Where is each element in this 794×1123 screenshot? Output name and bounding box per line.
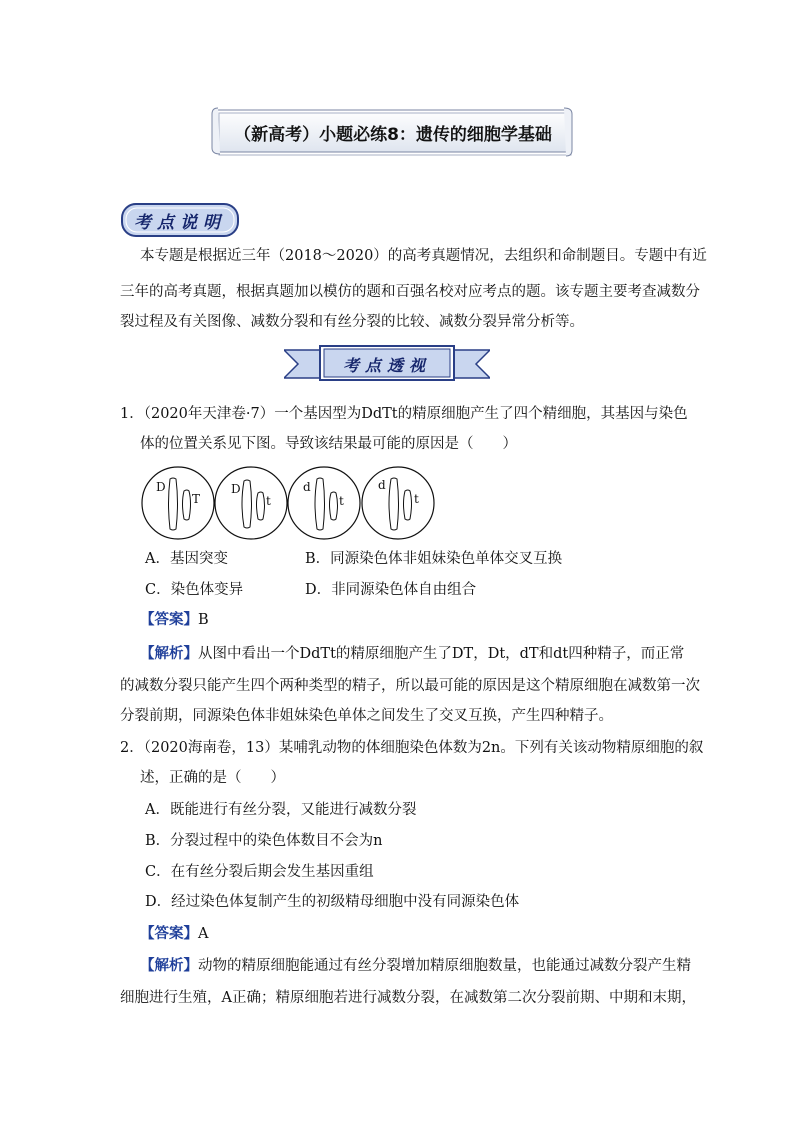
q1-option-d: D．非同源染色体自由组合 bbox=[305, 582, 477, 598]
q1-analysis-line-3: 分裂前期，同源染色体非姐妹染色单体之间发生了交叉互换，产生四种精子。 bbox=[120, 708, 613, 724]
q1-cell-diagram bbox=[140, 463, 460, 543]
q2-option-a: A．既能进行有丝分裂，又能进行减数分裂 bbox=[145, 802, 417, 818]
cell-3-right-gene: t bbox=[339, 494, 344, 508]
page-title: （新高考）小题必练8：遗传的细胞学基础 bbox=[234, 124, 552, 145]
q2-stem-line-2: 述，正确的是（ ） bbox=[140, 770, 285, 786]
q1-stem-line-2: 体的位置关系见下图。导致该结果最可能的原因是（ ） bbox=[140, 436, 517, 452]
q2-analysis-line-1 bbox=[140, 956, 691, 976]
cell-4-right-gene: t bbox=[414, 492, 419, 506]
chromosome-cells-figure bbox=[140, 463, 460, 543]
section-badge-label: 考点说明 bbox=[134, 212, 226, 233]
cell-1-right-gene: T bbox=[192, 492, 201, 506]
q2-analysis-line-2: 细胞进行生殖，A正确；精原细胞若进行减数分裂，在减数第二次分裂前期、中期和末期， bbox=[120, 990, 696, 1006]
section-ribbon bbox=[284, 344, 490, 384]
q1-analysis-line-2: 的减数分裂只能产生四个两种类型的精子，所以最可能的原因是这个精原细胞在减数第一次 bbox=[120, 678, 700, 694]
q1-answer-label: 【答案】 bbox=[140, 611, 198, 628]
q2-option-c: C．在有丝分裂后期会发生基因重组 bbox=[145, 864, 374, 880]
q1-analysis-text-1: 从图中看出一个DdTt的精原细胞产生了DT，Dt，dT和dt四种精子，而正常 bbox=[198, 646, 685, 662]
cell-3-left-gene: d bbox=[303, 480, 311, 494]
q2-answer-label: 【答案】 bbox=[140, 925, 198, 942]
intro-line-1: 本专题是根据近三年（2018～2020）的高考真题情况，去组织和命制题目。专题中有近 bbox=[140, 248, 707, 264]
q1-answer bbox=[140, 610, 209, 630]
q2-analysis-label: 【解析】 bbox=[140, 957, 198, 974]
section-badge bbox=[120, 202, 240, 238]
cell-2 bbox=[215, 467, 287, 539]
q1-option-c: C．染色体变异 bbox=[145, 582, 244, 598]
q1-option-a: A．基因突变 bbox=[145, 551, 228, 567]
cell-2-right-gene: t bbox=[266, 494, 271, 508]
cell-2-left-gene: D bbox=[231, 482, 241, 496]
intro-line-3: 裂过程及有关图像、减数分裂和有丝分裂的比较、减数分裂异常分析等。 bbox=[120, 314, 584, 330]
cell-1-left-gene: D bbox=[156, 480, 166, 494]
cell-1 bbox=[142, 467, 214, 539]
cell-4-left-gene: d bbox=[378, 478, 386, 492]
q2-answer bbox=[140, 924, 208, 944]
q1-stem-line-1: 1．（2020年天津卷·7）一个基因型为DdTt的精原细胞产生了四个精细胞，其基因与染色 bbox=[120, 406, 688, 422]
q2-stem-line-1: 2．（2020海南卷，13）某哺乳动物的体细胞染色体数为2n。下列有关该动物精原细胞的叙 bbox=[120, 740, 704, 756]
q2-analysis-text-1: 动物的精原细胞能通过有丝分裂增加精原细胞数量，也能通过减数分裂产生精 bbox=[198, 958, 691, 974]
q1-answer-value: B bbox=[198, 612, 209, 628]
q1-analysis-label: 【解析】 bbox=[140, 645, 198, 662]
q2-option-b: B．分裂过程中的染色体数目不会为n bbox=[145, 833, 383, 849]
q1-analysis-line-1 bbox=[140, 644, 684, 664]
q1-option-b: B．同源染色体非姐妹染色单体交叉互换 bbox=[305, 551, 563, 567]
q2-answer-value: A bbox=[198, 926, 209, 942]
cell-3 bbox=[288, 467, 360, 539]
section-ribbon-label: 考点透视 bbox=[342, 355, 431, 375]
q2-option-d: D．经过染色体复制产生的初级精母细胞中没有同源染色体 bbox=[145, 894, 520, 910]
intro-line-2: 三年的高考真题，根据真题加以模仿的题和百强名校对应考点的题。该专题主要考查减数分 bbox=[120, 284, 700, 300]
cell-4 bbox=[362, 467, 434, 539]
title-banner bbox=[210, 106, 576, 158]
